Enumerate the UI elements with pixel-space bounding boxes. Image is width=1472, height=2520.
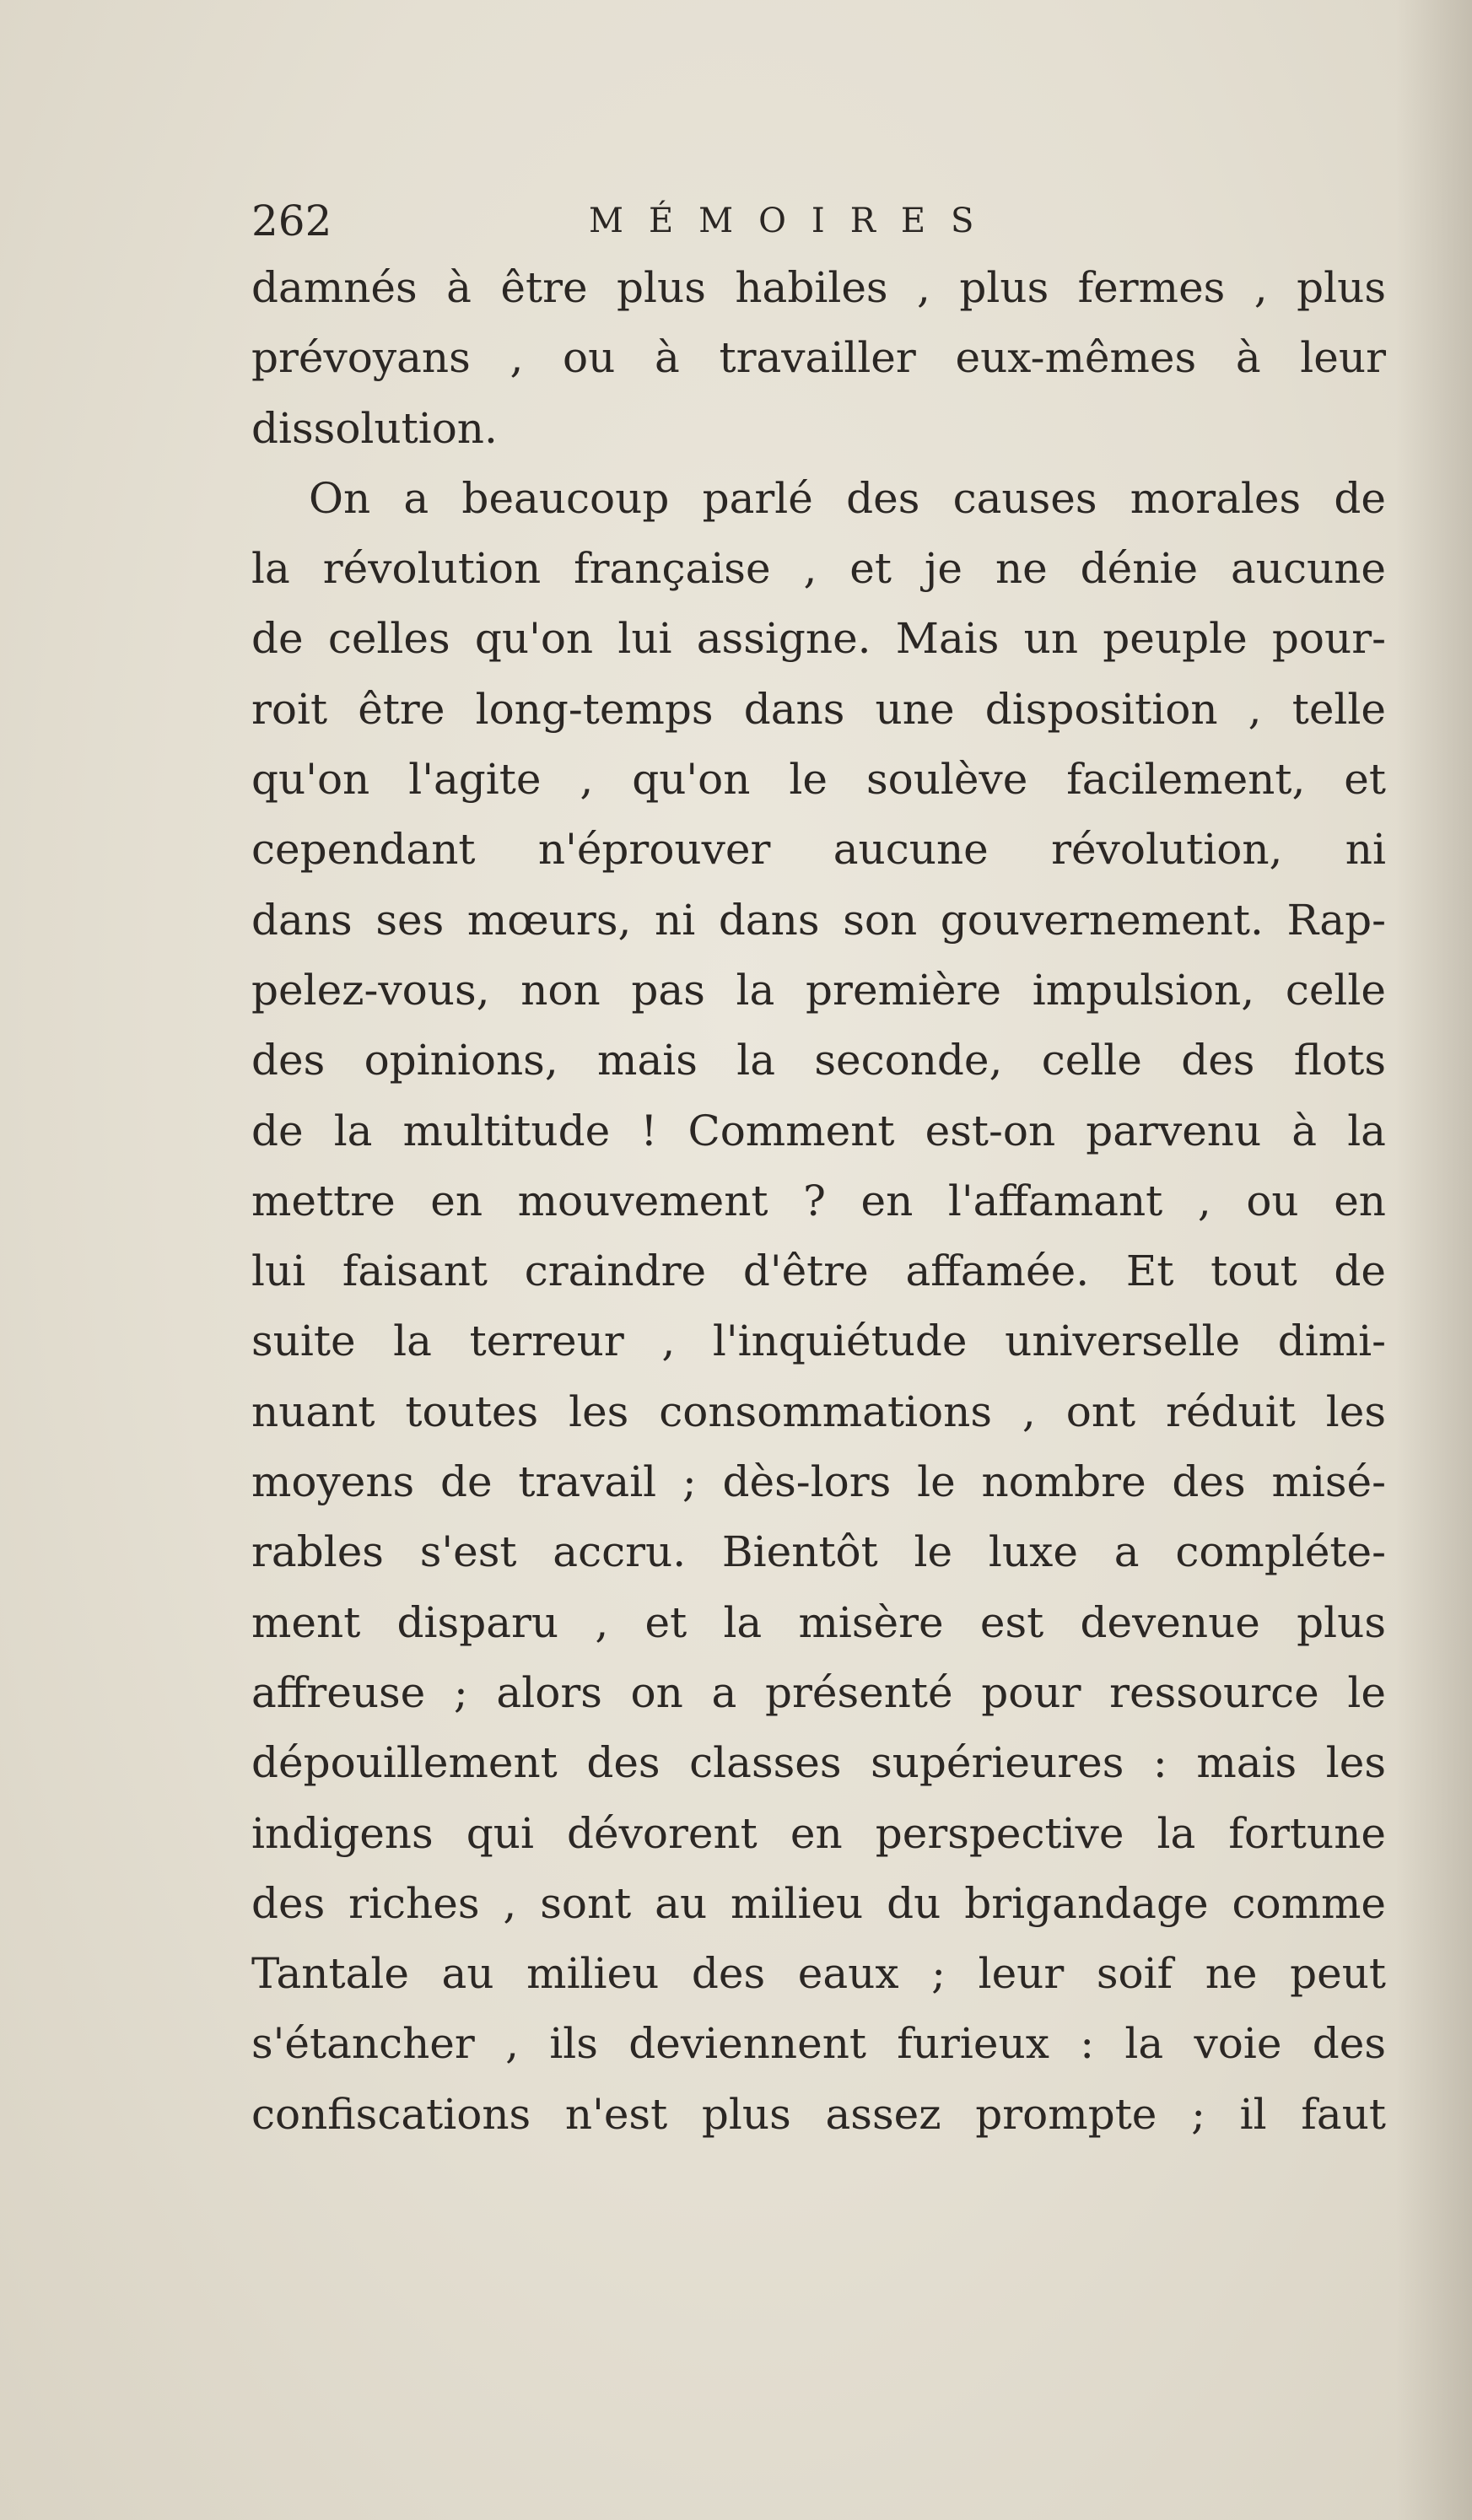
text-line: ment disparu , et la misère est devenue plus	[251, 1597, 1386, 1647]
text-line: On a beaucoup parlé des causes morales de	[309, 473, 1386, 523]
text-line: des opinions, mais la seconde, celle des flots	[251, 1036, 1386, 1085]
text-line: confiscations n'est plus assez prompte ; il faut	[251, 2089, 1386, 2139]
running-title: MÉMOIRES	[589, 202, 1000, 240]
text-line: pelez-vous, non pas la première impulsion, celle	[251, 965, 1386, 1015]
text-line: affreuse ; alors on a présenté pour ressource le	[251, 1667, 1386, 1717]
text-line: prévoyans , ou à travailler eux-mêmes à leur	[251, 333, 1386, 383]
text-line: nuant toutes les consommations , ont réduit les	[251, 1387, 1386, 1436]
text-line: s'étancher , ils deviennent furieux : la voie des	[251, 2019, 1386, 2069]
text-line: dépouillement des classes supérieures : mais les	[251, 1738, 1386, 1788]
text-line: qu'on l'agite , qu'on le soulève facilement, et	[251, 755, 1386, 805]
text-line: moyens de travail ; dès-lors le nombre des misé-	[251, 1457, 1386, 1507]
text-line: cependant n'éprouver aucune révolution, ni	[251, 825, 1386, 875]
text-line: de la multitude ! Comment est-on parvenu à la	[251, 1106, 1386, 1155]
text-line: roit être long-temps dans une disposition , telle	[251, 684, 1386, 734]
text-line: damnés à être plus habiles , plus fermes , plus	[251, 263, 1386, 312]
text-line: Tantale au milieu des eaux ; leur soif ne peut	[251, 1949, 1386, 1999]
text-line: indigens qui dévorent en perspective la fortune	[251, 1808, 1386, 1858]
text-line: mettre en mouvement ? en l'affamant , ou en	[251, 1176, 1386, 1225]
text-line: la révolution française , et je ne dénie aucune	[251, 544, 1386, 594]
text-line: dans ses mœurs, ni dans son gouvernement. Rap-	[251, 895, 1386, 945]
text-line: rables s'est accru. Bientôt le luxe a compléte-	[251, 1527, 1386, 1577]
text-line: de celles qu'on lui assigne. Mais un peuple pour-	[251, 614, 1386, 664]
body-text	[251, 253, 1386, 2150]
running-head	[251, 187, 1382, 255]
text-line: des riches , sont au milieu du brigandage comme	[251, 1878, 1386, 1928]
page-edge-shadow	[1396, 0, 1472, 2520]
text-line: suite la terreur , l'inquiétude universelle dimi-	[251, 1317, 1386, 1366]
text-line: lui faisant craindre d'être affamée. Et tout de	[251, 1247, 1386, 1296]
text-line: dissolution.	[251, 403, 498, 453]
page-number: 262	[251, 197, 332, 245]
